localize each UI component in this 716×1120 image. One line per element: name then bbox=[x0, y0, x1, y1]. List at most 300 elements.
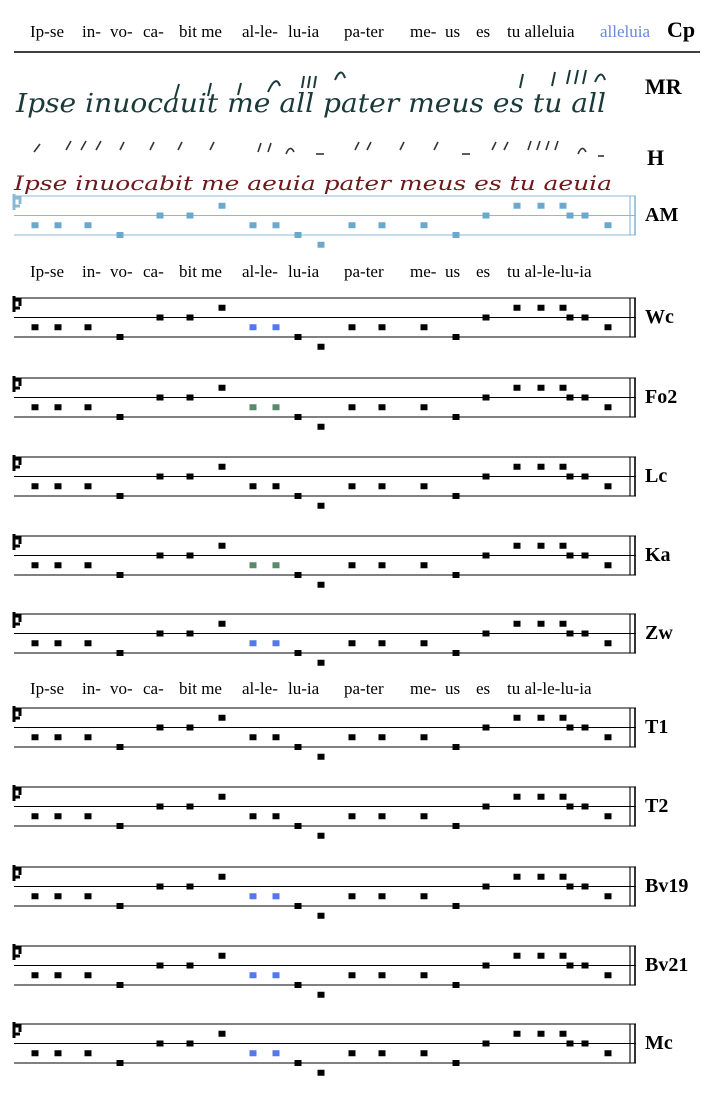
neume-note bbox=[273, 972, 280, 978]
neume-note bbox=[117, 650, 124, 656]
neume-note bbox=[157, 725, 164, 731]
header-syllable: bit me bbox=[179, 22, 222, 41]
neume-note bbox=[55, 813, 62, 819]
neume-note bbox=[318, 913, 325, 919]
neume-note bbox=[421, 1050, 428, 1056]
neume-note bbox=[295, 414, 302, 420]
header-row bbox=[14, 17, 700, 52]
staff-t2 bbox=[14, 785, 668, 839]
neume-note bbox=[560, 385, 567, 391]
neume-note bbox=[318, 344, 325, 350]
neume-note bbox=[157, 884, 164, 890]
neume-note bbox=[295, 572, 302, 578]
neume-note bbox=[567, 395, 574, 401]
staff-label: Zw bbox=[645, 622, 673, 644]
neume-note bbox=[379, 640, 386, 646]
neume-note bbox=[157, 315, 164, 321]
neume-note bbox=[349, 734, 356, 740]
neume-note bbox=[85, 893, 92, 899]
neume-note bbox=[250, 222, 257, 228]
neume-note bbox=[85, 640, 92, 646]
staves bbox=[14, 194, 688, 1076]
neume-note bbox=[187, 804, 194, 810]
header-syllable: vo- bbox=[110, 22, 133, 41]
neume-note bbox=[582, 553, 589, 559]
neume-note bbox=[295, 982, 302, 988]
neume-note bbox=[379, 893, 386, 899]
neume-note bbox=[55, 640, 62, 646]
neume-note bbox=[157, 213, 164, 219]
neume-note bbox=[295, 650, 302, 656]
neume-note bbox=[295, 493, 302, 499]
neume-note bbox=[32, 972, 39, 978]
lyric-syllable: in- bbox=[82, 262, 101, 281]
neume-note bbox=[605, 324, 612, 330]
neume-note bbox=[55, 734, 62, 740]
neume-note bbox=[219, 305, 226, 311]
staff-bv21 bbox=[14, 944, 688, 998]
neume-note bbox=[605, 222, 612, 228]
neume-note bbox=[538, 385, 545, 391]
neume-note bbox=[157, 804, 164, 810]
neume-note bbox=[582, 631, 589, 637]
staff-bv19 bbox=[14, 865, 688, 919]
neume-note bbox=[605, 734, 612, 740]
neume-note bbox=[32, 404, 39, 410]
staff-label: Wc bbox=[645, 306, 674, 328]
lyric-syllable: pa-ter bbox=[344, 679, 384, 698]
neume-note bbox=[85, 813, 92, 819]
neume-note bbox=[421, 640, 428, 646]
neume-note bbox=[560, 1031, 567, 1037]
neume-note bbox=[538, 543, 545, 549]
header-syllable: us bbox=[445, 22, 461, 41]
neume-note bbox=[605, 404, 612, 410]
neume-note bbox=[514, 385, 521, 391]
neume-note bbox=[187, 631, 194, 637]
neume-note bbox=[379, 734, 386, 740]
neume-note bbox=[453, 1060, 460, 1066]
neume-note bbox=[349, 222, 356, 228]
neume-note bbox=[453, 744, 460, 750]
neume-note bbox=[273, 483, 280, 489]
staff-am bbox=[14, 194, 678, 248]
header-syllable: lu-ia bbox=[288, 22, 320, 41]
neume-note bbox=[349, 324, 356, 330]
neume-note bbox=[421, 972, 428, 978]
neume-note bbox=[318, 503, 325, 509]
neume-note bbox=[295, 1060, 302, 1066]
neume-note bbox=[219, 385, 226, 391]
neume-note bbox=[567, 474, 574, 480]
neume-note bbox=[318, 833, 325, 839]
neume-note bbox=[514, 621, 521, 627]
neume-note bbox=[318, 582, 325, 588]
neume-note bbox=[117, 744, 124, 750]
manuscript-h-text: Ipse inuocabit me aeuia pater meus es tu aeuia bbox=[12, 171, 612, 195]
neume-note bbox=[379, 324, 386, 330]
neume-note bbox=[514, 1031, 521, 1037]
neume-note bbox=[250, 1050, 257, 1056]
neume-note bbox=[219, 715, 226, 721]
neume-note bbox=[582, 1041, 589, 1047]
neume-note bbox=[567, 213, 574, 219]
header-syllables bbox=[30, 22, 575, 41]
neume-note bbox=[117, 414, 124, 420]
manuscript-h-neumes bbox=[34, 141, 604, 156]
lyric-syllable: me- bbox=[410, 262, 437, 281]
neume-note bbox=[318, 424, 325, 430]
neume-note bbox=[157, 474, 164, 480]
manuscript-mr-label: MR bbox=[645, 74, 682, 99]
neume-note bbox=[250, 483, 257, 489]
neume-note bbox=[318, 242, 325, 248]
neume-note bbox=[453, 334, 460, 340]
lyric-syllable: al-le- bbox=[242, 679, 278, 698]
neume-note bbox=[605, 1050, 612, 1056]
neume-note bbox=[250, 640, 257, 646]
neume-note bbox=[560, 305, 567, 311]
neume-note bbox=[273, 324, 280, 330]
lyric-syllable: bit me bbox=[179, 262, 222, 281]
neume-note bbox=[117, 493, 124, 499]
staff-wc bbox=[14, 296, 674, 350]
neume-note bbox=[421, 893, 428, 899]
neume-note bbox=[379, 1050, 386, 1056]
neume-note bbox=[605, 972, 612, 978]
lyric-syllable: me- bbox=[410, 679, 437, 698]
lyric-syllable: al-le- bbox=[242, 262, 278, 281]
neume-note bbox=[250, 972, 257, 978]
neume-note bbox=[349, 483, 356, 489]
neume-note bbox=[219, 794, 226, 800]
lyric-syllable: tu al-le-lu-ia bbox=[507, 679, 592, 698]
staff-label: Mc bbox=[645, 1032, 673, 1054]
neume-note bbox=[250, 734, 257, 740]
neume-note bbox=[567, 553, 574, 559]
neume-note bbox=[514, 874, 521, 880]
neume-note bbox=[117, 572, 124, 578]
manuscript-h bbox=[13, 141, 664, 195]
neume-note bbox=[560, 203, 567, 209]
neume-note bbox=[273, 734, 280, 740]
neume-note bbox=[483, 804, 490, 810]
neume-note bbox=[582, 395, 589, 401]
neume-note bbox=[32, 483, 39, 489]
neume-note bbox=[55, 483, 62, 489]
neume-note bbox=[514, 953, 521, 959]
lyric-syllable: tu al-le-lu-ia bbox=[507, 262, 592, 281]
neume-note bbox=[421, 324, 428, 330]
neume-note bbox=[483, 884, 490, 890]
neume-note bbox=[567, 804, 574, 810]
neume-note bbox=[117, 903, 124, 909]
lyric-syllable: ca- bbox=[143, 262, 164, 281]
neume-note bbox=[453, 982, 460, 988]
neume-note bbox=[514, 203, 521, 209]
neume-note bbox=[85, 324, 92, 330]
neume-note bbox=[349, 813, 356, 819]
neume-note bbox=[538, 715, 545, 721]
lyric-syllable: ca- bbox=[143, 679, 164, 698]
neume-note bbox=[349, 404, 356, 410]
neume-note bbox=[514, 305, 521, 311]
neume-note bbox=[605, 893, 612, 899]
lyric-syllable: pa-ter bbox=[344, 262, 384, 281]
neume-note bbox=[55, 562, 62, 568]
neume-note bbox=[379, 562, 386, 568]
neume-note bbox=[219, 874, 226, 880]
neume-note bbox=[157, 631, 164, 637]
staff-lc bbox=[14, 455, 667, 509]
neume-note bbox=[538, 953, 545, 959]
neume-note bbox=[273, 222, 280, 228]
neume-note bbox=[250, 893, 257, 899]
neume-note bbox=[55, 404, 62, 410]
neume-note bbox=[483, 474, 490, 480]
neume-note bbox=[85, 972, 92, 978]
neume-note bbox=[55, 222, 62, 228]
lyrics-row-2 bbox=[30, 679, 592, 698]
staff-label: Bv19 bbox=[645, 875, 689, 897]
lyrics-row-1 bbox=[30, 262, 592, 281]
neume-note bbox=[349, 640, 356, 646]
neume-note bbox=[295, 334, 302, 340]
neume-note bbox=[187, 963, 194, 969]
neume-note bbox=[157, 395, 164, 401]
header-syllable: es bbox=[476, 22, 491, 41]
lyric-syllable: es bbox=[476, 262, 491, 281]
neume-note bbox=[295, 744, 302, 750]
neume-note bbox=[514, 715, 521, 721]
header-syllable: ca- bbox=[143, 22, 164, 41]
neume-note bbox=[85, 562, 92, 568]
neume-note bbox=[32, 562, 39, 568]
neume-note bbox=[187, 553, 194, 559]
neume-note bbox=[453, 232, 460, 238]
neume-note bbox=[32, 324, 39, 330]
neume-note bbox=[55, 893, 62, 899]
neume-note bbox=[538, 305, 545, 311]
neume-note bbox=[567, 963, 574, 969]
neume-note bbox=[538, 203, 545, 209]
neume-note bbox=[117, 232, 124, 238]
neume-note bbox=[318, 754, 325, 760]
neume-note bbox=[483, 315, 490, 321]
header-syllable: al-le- bbox=[242, 22, 278, 41]
neume-note bbox=[349, 1050, 356, 1056]
neume-note bbox=[567, 631, 574, 637]
staff-mc bbox=[14, 1022, 673, 1076]
neume-note bbox=[295, 903, 302, 909]
neume-note bbox=[560, 715, 567, 721]
header-syllable: tu alleluia bbox=[507, 22, 575, 41]
neume-note bbox=[85, 1050, 92, 1056]
neume-note bbox=[379, 813, 386, 819]
header-syllable: pa-ter bbox=[344, 22, 384, 41]
neume-note bbox=[538, 464, 545, 470]
neume-note bbox=[117, 1060, 124, 1066]
neume-note bbox=[273, 1050, 280, 1056]
neume-note bbox=[273, 640, 280, 646]
neume-note bbox=[560, 794, 567, 800]
lyric-syllable: vo- bbox=[110, 679, 133, 698]
neume-note bbox=[219, 203, 226, 209]
neume-note bbox=[157, 553, 164, 559]
neume-note bbox=[483, 1041, 490, 1047]
neume-note bbox=[85, 734, 92, 740]
neume-note bbox=[560, 874, 567, 880]
neume-note bbox=[273, 893, 280, 899]
neume-note bbox=[32, 1050, 39, 1056]
neume-note bbox=[514, 464, 521, 470]
header-syllable: in- bbox=[82, 22, 101, 41]
neume-note bbox=[349, 562, 356, 568]
neume-note bbox=[582, 725, 589, 731]
neume-note bbox=[187, 315, 194, 321]
lyric-syllable: us bbox=[445, 262, 461, 281]
neume-note bbox=[453, 903, 460, 909]
manuscript-mr bbox=[15, 70, 683, 119]
neume-note bbox=[483, 213, 490, 219]
neume-note bbox=[273, 404, 280, 410]
staff-label: Ka bbox=[645, 544, 671, 566]
neume-note bbox=[514, 543, 521, 549]
neume-note bbox=[483, 963, 490, 969]
neume-note bbox=[219, 621, 226, 627]
staff-label: Lc bbox=[645, 465, 668, 487]
manuscript-mr-text: Ipse inuocauit me all pater meus es tu all bbox=[14, 89, 607, 119]
neume-note bbox=[187, 1041, 194, 1047]
neume-note bbox=[117, 334, 124, 340]
neume-note bbox=[187, 474, 194, 480]
neume-note bbox=[560, 464, 567, 470]
neume-note bbox=[514, 794, 521, 800]
neume-note bbox=[318, 992, 325, 998]
neume-note bbox=[85, 222, 92, 228]
neume-note bbox=[85, 404, 92, 410]
neume-note bbox=[483, 631, 490, 637]
neume-note bbox=[219, 1031, 226, 1037]
neume-note bbox=[582, 474, 589, 480]
neume-note bbox=[560, 543, 567, 549]
manuscript-h-label: H bbox=[647, 145, 665, 170]
staff-ka bbox=[14, 534, 671, 588]
neume-note bbox=[379, 222, 386, 228]
neume-note bbox=[560, 953, 567, 959]
neume-note bbox=[55, 324, 62, 330]
neume-note bbox=[453, 650, 460, 656]
neume-note bbox=[219, 953, 226, 959]
header-variant-alleluia: alleluia bbox=[600, 22, 651, 41]
neume-note bbox=[219, 464, 226, 470]
header-source-label: Cp bbox=[667, 17, 696, 42]
neume-note bbox=[379, 972, 386, 978]
lyric-syllable: Ip-se bbox=[30, 262, 64, 281]
lyric-syllable: bit me bbox=[179, 679, 222, 698]
neume-note bbox=[421, 813, 428, 819]
neume-note bbox=[187, 725, 194, 731]
neume-note bbox=[453, 414, 460, 420]
neume-note bbox=[538, 794, 545, 800]
neume-note bbox=[582, 213, 589, 219]
neume-note bbox=[538, 874, 545, 880]
neume-note bbox=[250, 324, 257, 330]
staff-fo2 bbox=[14, 376, 677, 430]
neume-note bbox=[567, 315, 574, 321]
neume-note bbox=[605, 813, 612, 819]
neume-note bbox=[187, 395, 194, 401]
neume-note bbox=[605, 640, 612, 646]
neume-note bbox=[421, 222, 428, 228]
neume-note bbox=[421, 483, 428, 489]
neume-note bbox=[567, 884, 574, 890]
neume-note bbox=[187, 884, 194, 890]
lyric-syllable: lu-ia bbox=[288, 262, 320, 281]
neume-note bbox=[453, 572, 460, 578]
neume-note bbox=[582, 963, 589, 969]
neume-note bbox=[582, 804, 589, 810]
neume-note bbox=[379, 483, 386, 489]
staff-label: T2 bbox=[645, 795, 669, 817]
neume-note bbox=[32, 813, 39, 819]
neume-note bbox=[250, 562, 257, 568]
neume-note bbox=[349, 893, 356, 899]
lyric-syllable: vo- bbox=[110, 262, 133, 281]
header-syllable: Ip-se bbox=[30, 22, 64, 41]
neume-note bbox=[483, 395, 490, 401]
neume-note bbox=[538, 621, 545, 627]
neume-note bbox=[187, 213, 194, 219]
neume-note bbox=[567, 725, 574, 731]
lyric-syllable: lu-ia bbox=[288, 679, 320, 698]
lyric-syllable: us bbox=[445, 679, 461, 698]
neume-note bbox=[219, 543, 226, 549]
neume-note bbox=[250, 813, 257, 819]
neume-note bbox=[318, 1070, 325, 1076]
neume-note bbox=[483, 725, 490, 731]
lyric-syllable: es bbox=[476, 679, 491, 698]
lyric-syllable: Ip-se bbox=[30, 679, 64, 698]
neume-note bbox=[117, 823, 124, 829]
neume-note bbox=[295, 232, 302, 238]
neume-note bbox=[32, 734, 39, 740]
neume-note bbox=[582, 884, 589, 890]
neume-note bbox=[32, 893, 39, 899]
neume-note bbox=[295, 823, 302, 829]
neume-note bbox=[273, 562, 280, 568]
neume-note bbox=[453, 493, 460, 499]
neume-note bbox=[567, 1041, 574, 1047]
neume-note bbox=[605, 562, 612, 568]
staff-label: Fo2 bbox=[645, 386, 678, 408]
neume-note bbox=[421, 734, 428, 740]
staff-label: T1 bbox=[645, 716, 669, 738]
neume-note bbox=[605, 483, 612, 489]
neume-note bbox=[250, 404, 257, 410]
staff-label: AM bbox=[645, 204, 679, 226]
staff-label: Bv21 bbox=[645, 954, 689, 976]
neume-note bbox=[453, 823, 460, 829]
staff-t1 bbox=[14, 706, 668, 760]
neume-note bbox=[582, 315, 589, 321]
neume-note bbox=[560, 621, 567, 627]
neume-note bbox=[538, 1031, 545, 1037]
neume-note bbox=[85, 483, 92, 489]
header-syllable: me- bbox=[410, 22, 437, 41]
staff-zw bbox=[14, 612, 673, 666]
neume-note bbox=[349, 972, 356, 978]
